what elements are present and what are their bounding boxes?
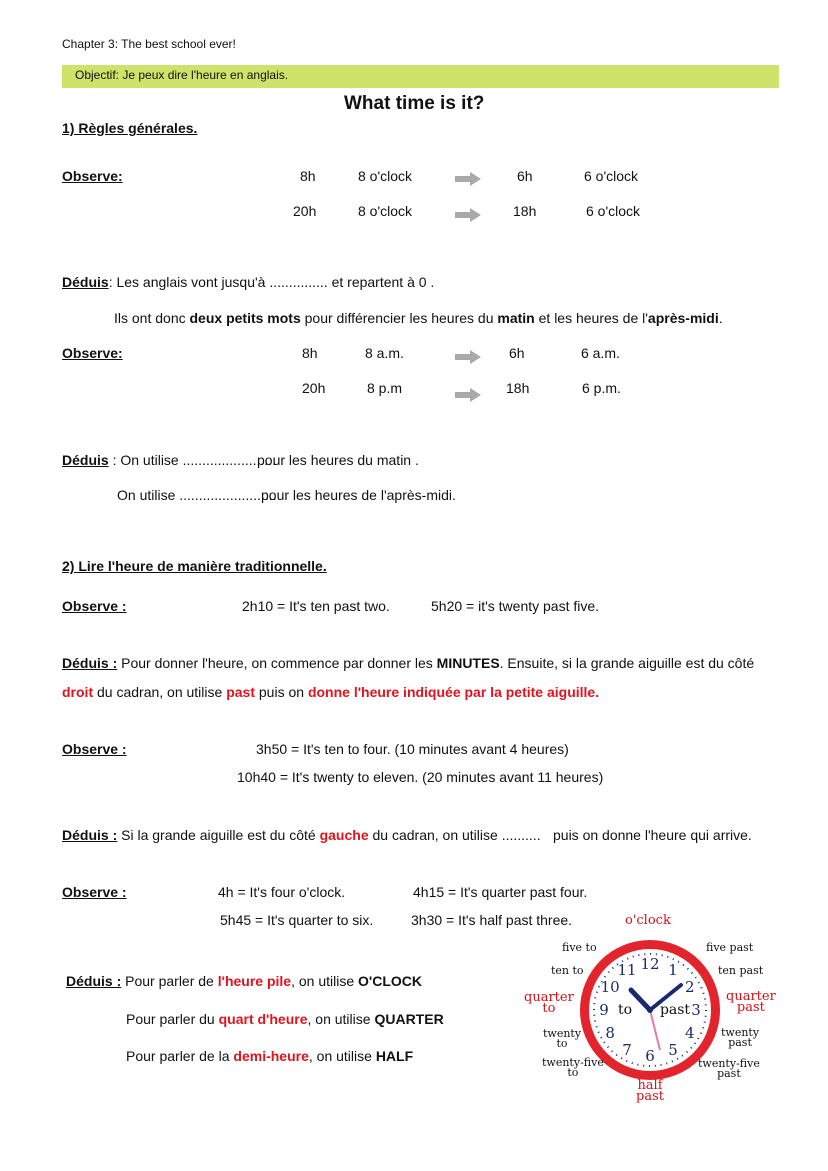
text: to — [567, 1066, 579, 1079]
text: du cadran, on utilise .......... — [368, 827, 541, 843]
clock-number-9: 9 — [599, 1001, 609, 1019]
text: past — [728, 1036, 752, 1049]
chapter-header: Chapter 3: The best school ever! — [62, 37, 236, 51]
clock-number-12: 12 — [640, 955, 660, 973]
text-red: gauche — [319, 827, 369, 843]
clock-label-half-past — [636, 1080, 664, 1102]
text-red: l'heure pile — [217, 973, 292, 989]
clock-label-quarter-past — [726, 991, 776, 1013]
observe4-ex2: 10h40 = It's twenty to eleven. (20 minutes avant 11 heures) — [237, 769, 604, 785]
deduis4-line — [62, 827, 541, 843]
text-red: demi-heure — [233, 1048, 309, 1064]
arrow-right-icon — [455, 388, 481, 402]
clock-center-past: past — [659, 1002, 691, 1018]
observe2-r2-fr2: 18h — [506, 380, 530, 396]
deduis2-label: Déduis — [62, 452, 109, 468]
observe1-label: Observe: — [62, 168, 123, 184]
observe1-r1-fr2: 6h — [517, 168, 533, 184]
text: quarter — [524, 990, 574, 1005]
observe1-r2-fr1: 20h — [293, 203, 317, 219]
text: Pour parler de la — [126, 1048, 234, 1064]
observe2-label: Observe: — [62, 345, 123, 361]
observe2-r1-fr2: 6h — [509, 345, 525, 361]
deduis4-line-end: puis on donne l'heure qui arrive. — [553, 827, 752, 843]
deduis5-line1 — [66, 973, 422, 989]
clock-number-4: 4 — [685, 1024, 695, 1042]
observe5-label: Observe : — [62, 884, 127, 900]
observe3-ex1: 2h10 = It's ten past two. — [242, 598, 390, 614]
clock-number-11: 11 — [617, 961, 637, 980]
text: past — [636, 1089, 664, 1104]
text: , on utilise — [291, 973, 359, 989]
deduis5-line3 — [126, 1048, 413, 1064]
observe2-r2-en2: 6 p.m. — [582, 380, 621, 396]
observe5-ex1: 4h = It's four o'clock. — [218, 884, 346, 900]
clock-label-twenty-to — [543, 1029, 581, 1049]
observe1-r1-fr1: 8h — [300, 168, 316, 184]
deduis5-label: Déduis : — [66, 973, 122, 989]
text: Pour parler de — [121, 973, 218, 989]
deduis5-line2 — [126, 1011, 444, 1027]
observe2-r2-en1: 8 p.m — [367, 380, 403, 396]
text: past — [717, 1067, 741, 1080]
clock-label-twenty-past — [721, 1028, 759, 1048]
clock-label-five-to: five to — [562, 941, 597, 954]
text-bold: MINUTES — [436, 655, 500, 671]
text: past — [736, 1000, 765, 1015]
observe4-label: Observe : — [62, 741, 127, 757]
clock-label-twentyfive-past — [698, 1059, 760, 1079]
clock-number-3: 3 — [691, 1001, 701, 1019]
section1-heading: 1) Règles générales. — [62, 120, 198, 136]
text-bold: deux petits mots — [189, 310, 301, 326]
text: to — [556, 1037, 568, 1050]
text-red: donne l'heure indiquée par la petite aiguille. — [307, 684, 600, 700]
deduis3-line2 — [62, 684, 599, 700]
deduis3-label: Déduis : — [62, 655, 118, 671]
arrow-right-icon — [455, 172, 481, 186]
text: to — [542, 1001, 556, 1016]
text: half — [637, 1078, 663, 1093]
deduis2-line2: On utilise ......................... — [117, 487, 277, 503]
text-bold: O'CLOCK — [358, 973, 423, 989]
arrow-right-icon — [455, 208, 481, 222]
clock-center-to: to — [617, 1002, 633, 1018]
text: . Ensuite, si la grande aiguille est du côté — [499, 655, 755, 671]
clock-center — [647, 1007, 653, 1013]
text-bold: après-midi — [647, 310, 719, 326]
observe2-r2-fr1: 20h — [302, 380, 326, 396]
clock-label-quarter-to — [524, 992, 574, 1014]
objective-text: Objectif: Je peux dire l'heure en anglais. — [75, 68, 289, 82]
text: et les heures de l' — [534, 310, 648, 326]
text-red: quart d'heure — [218, 1011, 308, 1027]
clock-label-twentyfive-to — [542, 1058, 604, 1078]
deduis1-label: Déduis — [62, 274, 109, 290]
observe1-r2-en1: 8 o'clock — [358, 203, 413, 219]
clock-label-oclock: o'clock — [625, 913, 671, 928]
text-red: past — [226, 684, 255, 700]
text-red: droit — [62, 684, 94, 700]
text: quarter — [726, 989, 776, 1004]
deduis1-line1 — [62, 274, 434, 290]
text: twenty — [543, 1027, 582, 1040]
text: Pour parler du — [126, 1011, 219, 1027]
page-title: What time is it? — [344, 93, 485, 114]
text: : On utilise ........................ — [108, 452, 276, 468]
text: . — [718, 310, 723, 326]
arrow-right-icon — [455, 350, 481, 364]
deduis1-line2 — [114, 310, 723, 326]
deduis2-line1 — [62, 452, 276, 468]
text: Pour donner l'heure, on commence par donner les — [117, 655, 437, 671]
observe3-ex2: 5h20 = it's twenty past five. — [431, 598, 600, 614]
text: Si la grande aiguille est du côté — [117, 827, 320, 843]
observe3-label: Observe : — [62, 598, 127, 614]
clock-label-ten-past: ten past — [718, 964, 764, 977]
text-bold: HALF — [375, 1048, 414, 1064]
section2-heading: 2) Lire l'heure de manière traditionnelle. — [62, 558, 327, 574]
text: , on utilise — [307, 1011, 375, 1027]
deduis4-label: Déduis : — [62, 827, 118, 843]
text: twenty-five — [698, 1057, 760, 1070]
observe2-r1-en2: 6 a.m. — [581, 345, 620, 361]
observe4-ex1: 3h50 = It's ten to four. (10 minutes avant 4 heures) — [256, 741, 569, 757]
clock-number-2: 2 — [685, 978, 695, 996]
clock-label-ten-to: ten to — [551, 964, 584, 977]
clock-number-8: 8 — [605, 1024, 615, 1042]
clock-number-1: 1 — [668, 961, 678, 980]
text: pour différencier les heures du — [300, 310, 498, 326]
clock-number-5: 5 — [668, 1040, 678, 1059]
observe1-r1-en2: 6 o'clock — [584, 168, 639, 184]
observe1-r2-fr2: 18h — [513, 203, 537, 219]
text: du cadran, on utilise — [93, 684, 227, 700]
text: Ils ont donc — [114, 310, 190, 326]
text: twenty-five — [542, 1056, 604, 1069]
observe5-ex3: 5h45 = It's quarter to six. — [220, 912, 374, 928]
observe1-r2-en2: 6 o'clock — [586, 203, 641, 219]
deduis3-line1 — [62, 655, 754, 671]
deduis2-line2-end: pour les heures de l'après-midi. — [261, 487, 456, 503]
observe5-ex4: 3h30 = It's half past three. — [411, 912, 573, 928]
clock-number-6: 6 — [645, 1047, 655, 1065]
text-bold: QUARTER — [374, 1011, 444, 1027]
observe2-r1-en1: 8 a.m. — [365, 345, 404, 361]
clock-number-10: 10 — [600, 978, 620, 996]
clock-number-7: 7 — [622, 1040, 632, 1059]
text-bold: matin — [497, 310, 535, 326]
text: twenty — [721, 1026, 760, 1039]
clock-label-five-past: five past — [706, 941, 754, 954]
deduis2-line1-end: pour les heures du matin . — [257, 452, 419, 468]
text: , on utilise — [308, 1048, 376, 1064]
observe1-r1-en1: 8 o'clock — [358, 168, 413, 184]
text: puis on — [255, 684, 308, 700]
observe5-ex2: 4h15 = It's quarter past four. — [413, 884, 588, 900]
deduis1-text: : Les anglais vont jusqu'à ............... et repartent à 0 . — [108, 274, 435, 290]
observe2-r1-fr1: 8h — [302, 345, 318, 361]
